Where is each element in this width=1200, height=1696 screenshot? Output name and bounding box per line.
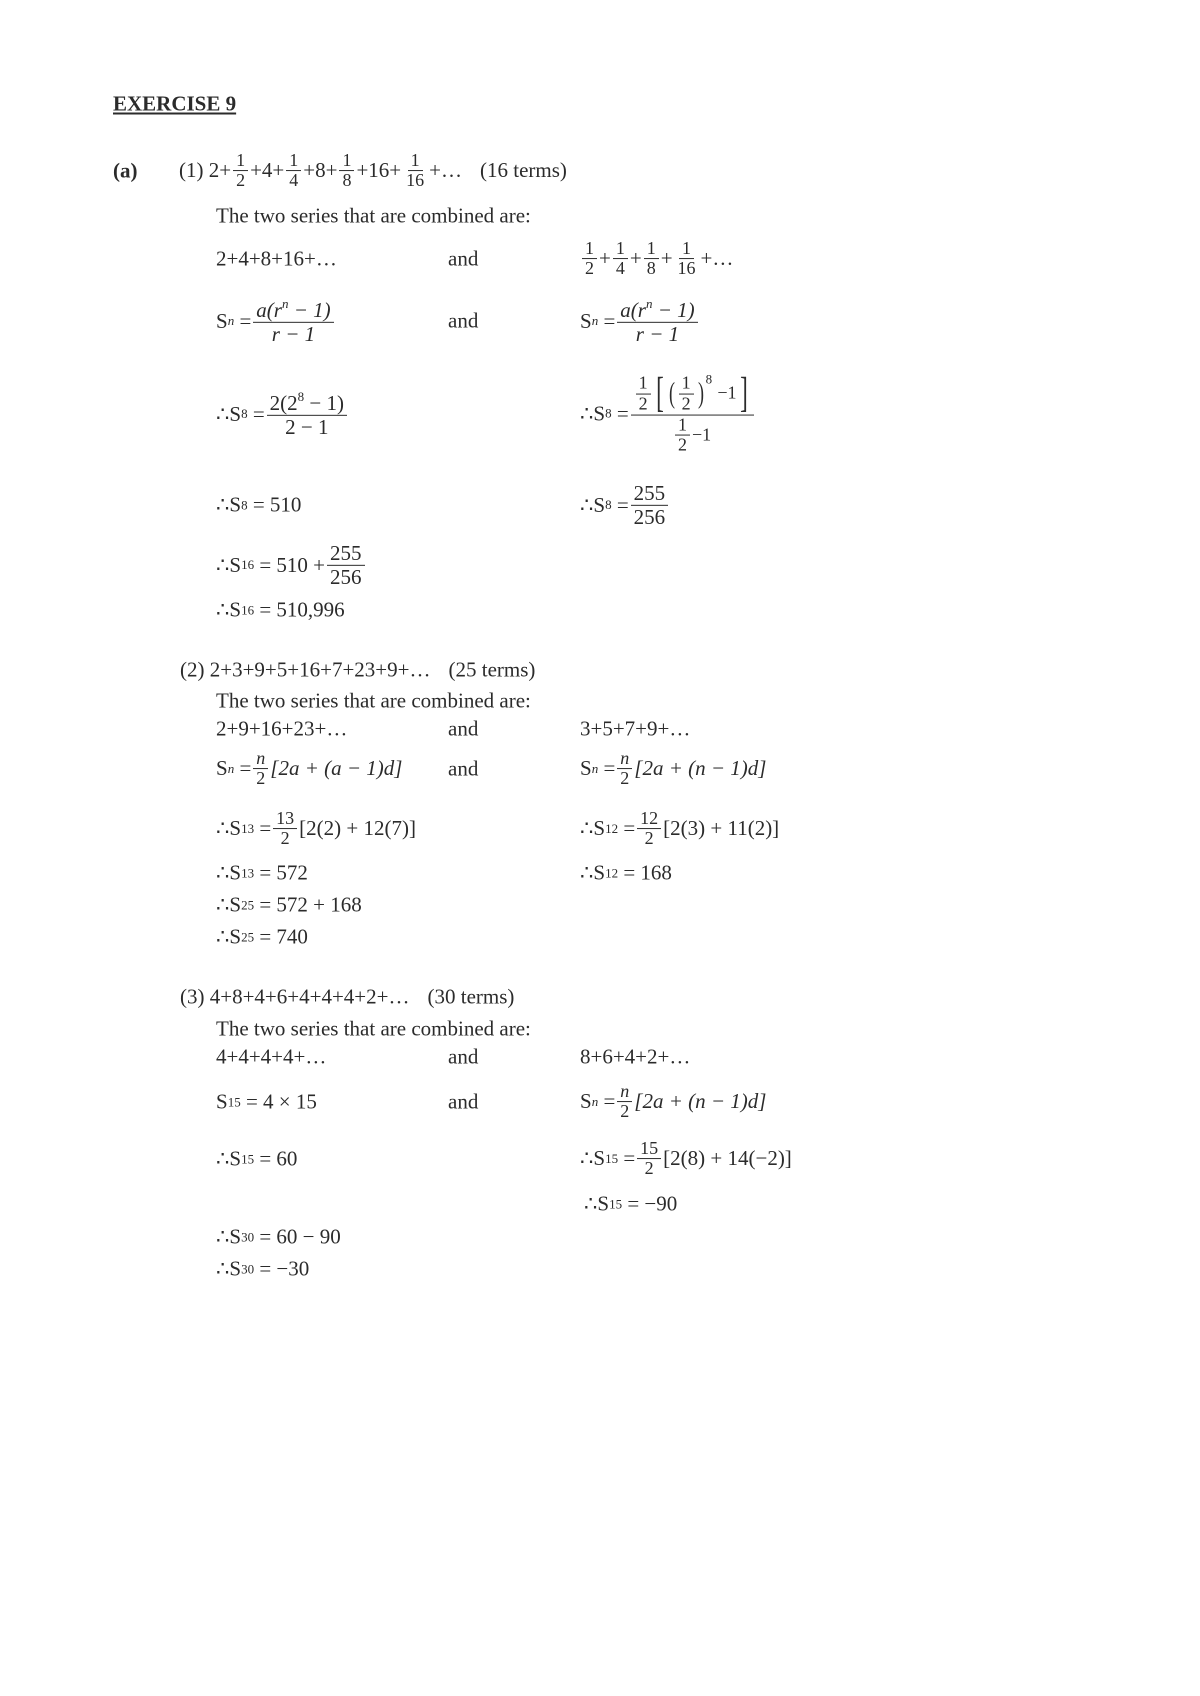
q3-question: (3) 4+8+4+6+4+4+4+2+… (30 terms) xyxy=(180,984,515,1009)
and-label: and xyxy=(448,308,479,333)
and-label: and xyxy=(448,1089,479,1114)
term: +16+ xyxy=(356,158,402,183)
q2-right-series: 3+5+7+9+… xyxy=(580,716,691,741)
q2-left-formula: S n = $\frac{n}{2}$ [2a + (a − 1)d] xyxy=(216,748,403,789)
q1-s16-sum: ∴ S 16 = 510 + $\frac{255}{256}$ xyxy=(216,542,367,588)
term: 2+ xyxy=(208,158,232,183)
q1-left-s8-result: ∴ S 8 = 510 xyxy=(216,492,302,517)
q3-right-calc: ∴ S 15 = $\frac{15}{2}$ [2(8) + 14(−2)] xyxy=(580,1138,792,1179)
fraction: $\frac{1}{16}$ xyxy=(406,150,425,191)
q1-right-formula: S n = $\frac{a(r^n - 1)}{r - 1}$ xyxy=(580,297,700,345)
term: +8+ xyxy=(303,158,338,183)
q3-left-series: 4+4+4+4+… xyxy=(216,1044,327,1069)
q1-terms: (16 terms) xyxy=(480,158,567,183)
and-label: and xyxy=(448,1044,479,1069)
q3-sum: ∴ S 30 = 60 − 90 xyxy=(216,1224,341,1249)
q1-label: (1) xyxy=(179,158,204,183)
q2-right-result: ∴ S 12 = 168 xyxy=(580,860,672,885)
q1-intro: The two series that are combined are: xyxy=(216,203,531,228)
q2-left-series: 2+9+16+23+… xyxy=(216,716,348,741)
fraction: $\frac{1}{2}$ xyxy=(233,151,248,191)
q3-right-formula: S n = $\frac{n}{2}$ [2a + (n − 1)d] xyxy=(580,1081,767,1122)
q2-total: ∴ S 25 = 740 xyxy=(216,924,308,949)
q2-intro: The two series that are combined are: xyxy=(216,688,531,713)
and-label: and xyxy=(448,246,479,271)
q3-total: ∴ S 30 = −30 xyxy=(216,1256,310,1281)
and-label: and xyxy=(448,756,479,781)
q1-left-formula: S n = $\frac{a(r^n - 1)}{r - 1}$ xyxy=(216,297,336,345)
q3-left-result: ∴ S 15 = 60 xyxy=(216,1146,298,1171)
part-label: (a) xyxy=(113,158,138,183)
q1-s16-result: ∴ S 16 = 510,996 xyxy=(216,597,345,622)
fraction: $\frac{1}{4}$ xyxy=(286,151,301,191)
q1-question xyxy=(179,151,567,191)
term: +4+ xyxy=(250,158,285,183)
exercise-title: EXERCISE 9 xyxy=(113,91,237,116)
q2-right-calc: ∴ S 12 = $\frac{12}{2}$ [2(3) + 11(2)] xyxy=(580,808,780,849)
q3-label: (3) xyxy=(180,984,205,1009)
q2-label: (2) xyxy=(180,657,205,682)
q1-right-series: $\frac{1}{2}$ + $\frac{1}{4}$ + $\frac{1}{8}$ + $\frac{1}{16}$ +… xyxy=(580,239,733,279)
q2-left-result: ∴ S 13 = 572 xyxy=(216,860,308,885)
q2-sum: ∴ S 25 = 572 + 168 xyxy=(216,892,362,917)
term: +… xyxy=(429,158,462,183)
q1-left-series: 2+4+8+16+… xyxy=(216,246,337,271)
and-label: and xyxy=(448,716,479,741)
q2-left-calc: ∴ S 13 = $\frac{13}{2}$ [2(2) + 12(7)] xyxy=(216,808,416,849)
q3-right-result: ∴ S 15 = −90 xyxy=(584,1191,678,1216)
q3-right-series: 8+6+4+2+… xyxy=(580,1044,691,1069)
fraction: $\frac{1}{8}$ xyxy=(339,151,354,191)
q3-left-formula: S 15 = 4 × 15 xyxy=(216,1089,317,1114)
q1-right-s8: ∴ S 8 = $\frac{1}{2}$ [ ( $\frac{1}{2}$ ) $^8$ −1 ] $\frac{1}{2}$ −1 xyxy=(580,373,756,456)
q2-question: (2) 2+3+9+5+16+7+23+9+… (25 terms) xyxy=(180,657,536,682)
q3-intro: The two series that are combined are: xyxy=(216,1016,531,1041)
q1-left-s8: ∴ S 8 = $\frac{2(2^8 - 1)}{2 - 1}$ xyxy=(216,390,349,438)
q2-right-formula: S n = $\frac{n}{2}$ [2a + (n − 1)d] xyxy=(580,748,767,789)
q1-right-s8-result: ∴ S 8 = $\frac{255}{256}$ xyxy=(580,482,670,528)
